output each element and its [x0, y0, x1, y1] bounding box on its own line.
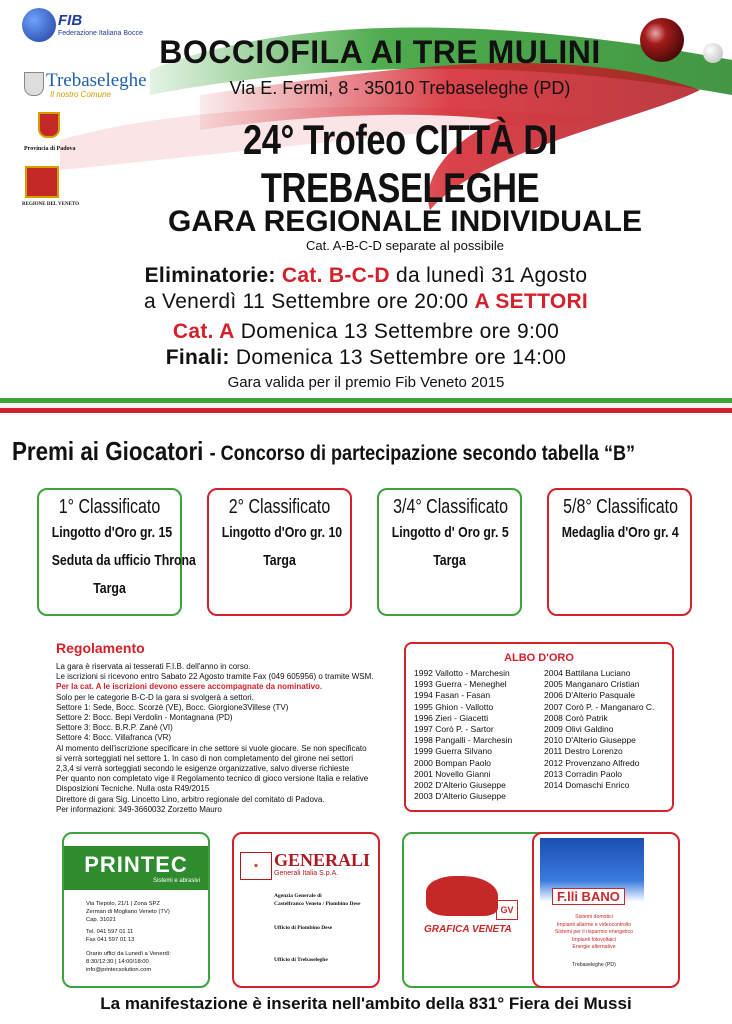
finali-date: Domenica 13 Settembre ore 14:00 — [235, 346, 567, 369]
settori-line — [0, 290, 732, 314]
provincia-logo — [24, 112, 74, 156]
regolamento-line: Settore 3: Bocc. B.R.P. Zanè (VI) — [56, 723, 173, 733]
albo-entry: 2006 D'Alterio Pasquale — [544, 690, 635, 701]
sponsor-flli-bano — [532, 832, 680, 988]
regolamento-title: Regolamento — [56, 640, 145, 656]
trebaseleghe-logo-text: Trebaseleghe — [46, 70, 147, 91]
albo-entry: 2003 D'Alterio Giuseppe — [414, 791, 506, 802]
bano-line: Impianti fotovoltaici — [571, 936, 617, 943]
eliminatorie-date: da lunedì 31 Agosto — [396, 264, 588, 287]
printec-line: Zerman di Mogliano Veneto (TV) — [86, 909, 170, 915]
albo-entry: 2002 D'Alterio Giuseppe — [414, 780, 506, 791]
grafica-veneta-lion-icon — [426, 876, 498, 916]
printec-line: Via Tiepolo, 21/1 | Zona SPZ — [86, 901, 160, 907]
printec-line: Tel. 041 597 01 11 — [86, 929, 134, 935]
albo-entry: 2012 Provenzano Alfredo — [544, 757, 640, 768]
trofeo-title: 24° Trofeo CITTÀ DI TREBASELEGHE — [242, 116, 558, 211]
settori-date: a Venerdì 11 Settembre ore 20:00 — [143, 290, 469, 313]
prize-card-1 — [37, 488, 196, 616]
prize-item: Seduta da ufficio Throna — [51, 552, 196, 569]
cat-a-label: Cat. A — [172, 320, 235, 343]
bano-line: Energie alternative — [572, 944, 616, 950]
fib-logo-subtext: Federazione Italiana Bocce — [58, 30, 143, 37]
albo-doro-right-column — [544, 668, 654, 791]
finali-label: Finali: — [165, 346, 230, 369]
regolamento-line: Settore 2: Bocc. Bepi Verdolin - Montagnana (PD) — [56, 713, 233, 723]
albo-entry: 1998 Pangalli - Marchesin — [414, 735, 513, 746]
finali-line — [0, 346, 732, 370]
prize-card-title: 2° Classificato — [228, 496, 331, 518]
generali-logo-text: GENERALI — [274, 850, 371, 870]
fib-logo-text: FIB — [58, 12, 83, 29]
printec-details — [86, 900, 171, 974]
albo-doro-left-column — [414, 668, 512, 802]
regolamento-line: Settore 1: Sede, Bocc. Scorzè (VE), Bocc. Giorgione3Villese (TV) — [56, 702, 289, 712]
prize-item: Targa — [263, 552, 296, 569]
prize-card-title: 1° Classificato — [58, 496, 161, 518]
printec-line: Orario uffici da Lunedì a Venerdì: — [86, 951, 171, 957]
albo-entry: 1992 Vallotto - Marchesin — [414, 668, 510, 678]
albo-entry: 1999 Guerra Silvano — [414, 746, 492, 757]
albo-entry: 1997 Corò P. - Sartor — [414, 724, 494, 735]
provincia-crest-icon — [38, 112, 60, 138]
prize-card-title: 5/8° Classificato — [563, 496, 678, 518]
regione-lion-icon — [25, 166, 59, 198]
cat-a-date: Domenica 13 Settembre ore 9:00 — [240, 320, 560, 343]
bano-line: Trebaseleghe (PD) — [572, 961, 616, 968]
regolamento-line: Le iscrizioni si ricevono entro Sabato 22 Agosto tramite Fax (049 605956) o tramite WSM. — [56, 672, 374, 682]
generali-line: Ufficio di Piombino Dese — [274, 925, 333, 931]
printec-tagline: Sistemi e abrasivi — [152, 878, 200, 884]
prize-card-3 — [377, 488, 522, 616]
categorie-note: Cat. A-B-C-D separate al possibile — [306, 238, 504, 253]
regolamento-line: Per la cat. A le iscrizioni devono essere accompagnate da nominativo. — [56, 682, 323, 692]
regolamento-line: Solo per le categorie B-C-D la gara si svolgerà a settori. — [56, 692, 254, 702]
albo-entry: 2008 Corò Patrik — [544, 712, 608, 723]
bano-line: Impianti allarme e videocontrollo — [556, 921, 632, 928]
generali-line: Agenzia Generale di — [274, 893, 322, 899]
sponsor-generali — [232, 832, 380, 988]
albo-entry: 2009 Olivi Galdino — [544, 724, 614, 735]
printec-logo — [64, 846, 208, 890]
regolamento-line: Per quanto non completato vige il Regolamento tecnico di gioco versione Italia e relative — [56, 774, 369, 784]
regolamento-line: Al momento dell'iscrizione specificare in che settore si vuole giocare. Se non specificato — [56, 743, 367, 753]
albo-entry: 2000 Bompan Paolo — [414, 757, 492, 768]
albo-entry: 2001 Novello Gianni — [414, 768, 491, 779]
regolamento-line: Direttore di gara Sig. Lincetto Lino, arbitro regionale del comitato di Padova. — [56, 794, 325, 804]
printec-line: info@printecsolution.com — [86, 967, 152, 973]
prize-card-title: 3/4° Classificato — [393, 496, 508, 518]
albo-entry: 2011 Destro Lorenzo — [544, 746, 623, 757]
regolamento-line: Per informazioni: 349-3660032 Zorzetto Mauro — [56, 804, 222, 814]
albo-entry: 2007 Corò P. - Manganaro C. — [544, 701, 655, 712]
albo-doro-box — [404, 642, 674, 812]
albo-doro-title: ALBO D'ORO — [504, 652, 574, 664]
eliminatorie-line — [0, 264, 732, 288]
printec-line: Cap. 31021 — [86, 917, 116, 923]
prize-item: Targa — [433, 552, 466, 569]
bano-line: Sistemi domotici — [575, 914, 613, 920]
settori-label: A SETTORI — [474, 290, 589, 313]
premi-title: Premi ai Giocatori — [12, 436, 204, 466]
albo-entry: 1996 Zieri - Giacetti — [414, 712, 489, 723]
generali-line: Ufficio di Trebaseleghe — [274, 957, 328, 963]
albo-entry: 2010 D'Alterio Giuseppe — [544, 735, 636, 746]
bano-details — [546, 914, 642, 969]
gara-title: GARA REGIONALE INDIVIDUALE — [168, 205, 642, 238]
bano-logo-text: F.lli BANO — [552, 888, 625, 905]
printec-line: 8:30/12:30 | 14:00/18:00 — [86, 959, 149, 965]
albo-entry: 2004 Battilana Luciano — [544, 668, 631, 678]
footer-note: La manifestazione è inserita nell'ambito della 831° Fiera dei Mussi — [100, 994, 632, 1013]
albo-entry: 2005 Manganaro Cristian — [544, 679, 640, 690]
prize-item: Lingotto d'Oro gr. 10 — [221, 524, 343, 541]
albo-entry: 2014 Domaschi Enrico — [544, 780, 630, 791]
prize-card-2 — [207, 488, 352, 616]
eliminatorie-label: Eliminatorie: — [144, 264, 276, 287]
albo-entry: 1994 Fasan - Fasan — [414, 690, 491, 701]
club-name: BOCCIOFILA AI TRE MULINI — [159, 34, 601, 70]
provincia-label: Provincia di Padova — [24, 146, 76, 152]
regolamento-line: 2,3,4 si verrà sorteggiati secondo le esigenze organizzative, salvo diverse richieste — [56, 764, 350, 774]
prize-card-4 — [547, 488, 692, 616]
albo-entry: 1995 Ghion - Vallotto — [414, 701, 494, 712]
bano-line: Sistemi per il risparmio energetico — [554, 929, 634, 935]
eliminatorie-cat: Cat. B-C-D — [281, 264, 390, 287]
trebaseleghe-logo-subtext: Il nostro Comune — [50, 90, 111, 99]
generali-subtitle: Generali Italia S.p.A. — [274, 870, 339, 877]
regolamento-line: si verrà sorteggiati nel settore 1. In caso di non completamento del girone nei settori — [56, 753, 354, 763]
printec-line: Fax 041 597 01 13 — [86, 937, 135, 943]
prize-item: Targa — [93, 580, 126, 597]
grafica-veneta-badge: GV — [496, 900, 518, 920]
regolamento-line: Settore 4: Bocc. Villafranca (VR) — [56, 733, 172, 743]
premi-subtitle: - Concorso di partecipazione secondo tabella “B” — [209, 442, 636, 465]
regione-label: REGIONE DEL VENETO — [22, 202, 80, 207]
generali-line: Castelfranco Veneto / Piombino Dese — [274, 901, 361, 907]
club-address: Via E. Fermi, 8 - 35010 Trebaseleghe (PD) — [229, 78, 571, 98]
regolamento-line: Disposizioni Tecniche. Nulla osta R49/2015 — [56, 784, 210, 794]
cat-a-line — [0, 320, 732, 344]
comune-crest-icon — [24, 72, 44, 96]
tricolor-divider — [0, 398, 732, 418]
prize-item: Medaglia d'Oro gr. 4 — [561, 524, 679, 541]
regolamento-line: La gara è riservata ai tesserati F.I.B. dell'anno in corso. — [56, 662, 251, 671]
grafica-veneta-name: GRAFICA VENETA — [424, 924, 512, 935]
prize-item: Lingotto d'Oro gr. 15 — [51, 524, 173, 541]
premio-fib-note: Gara valida per il premio Fib Veneto 2015 — [227, 374, 505, 391]
sponsor-grafica-veneta — [402, 832, 550, 988]
regolamento-text — [56, 662, 386, 815]
generali-lion-icon: ♚ — [240, 852, 272, 880]
premi-heading — [12, 436, 635, 467]
albo-entry: 2013 Corradin Paolo — [544, 768, 622, 779]
prize-item: Lingotto d' Oro gr. 5 — [391, 524, 509, 541]
sponsor-printec — [62, 832, 210, 988]
printec-logo-text: PRINTEC — [84, 852, 188, 877]
generali-details — [274, 892, 360, 964]
albo-entry: 1993 Guerra - Meneghel — [414, 679, 507, 690]
